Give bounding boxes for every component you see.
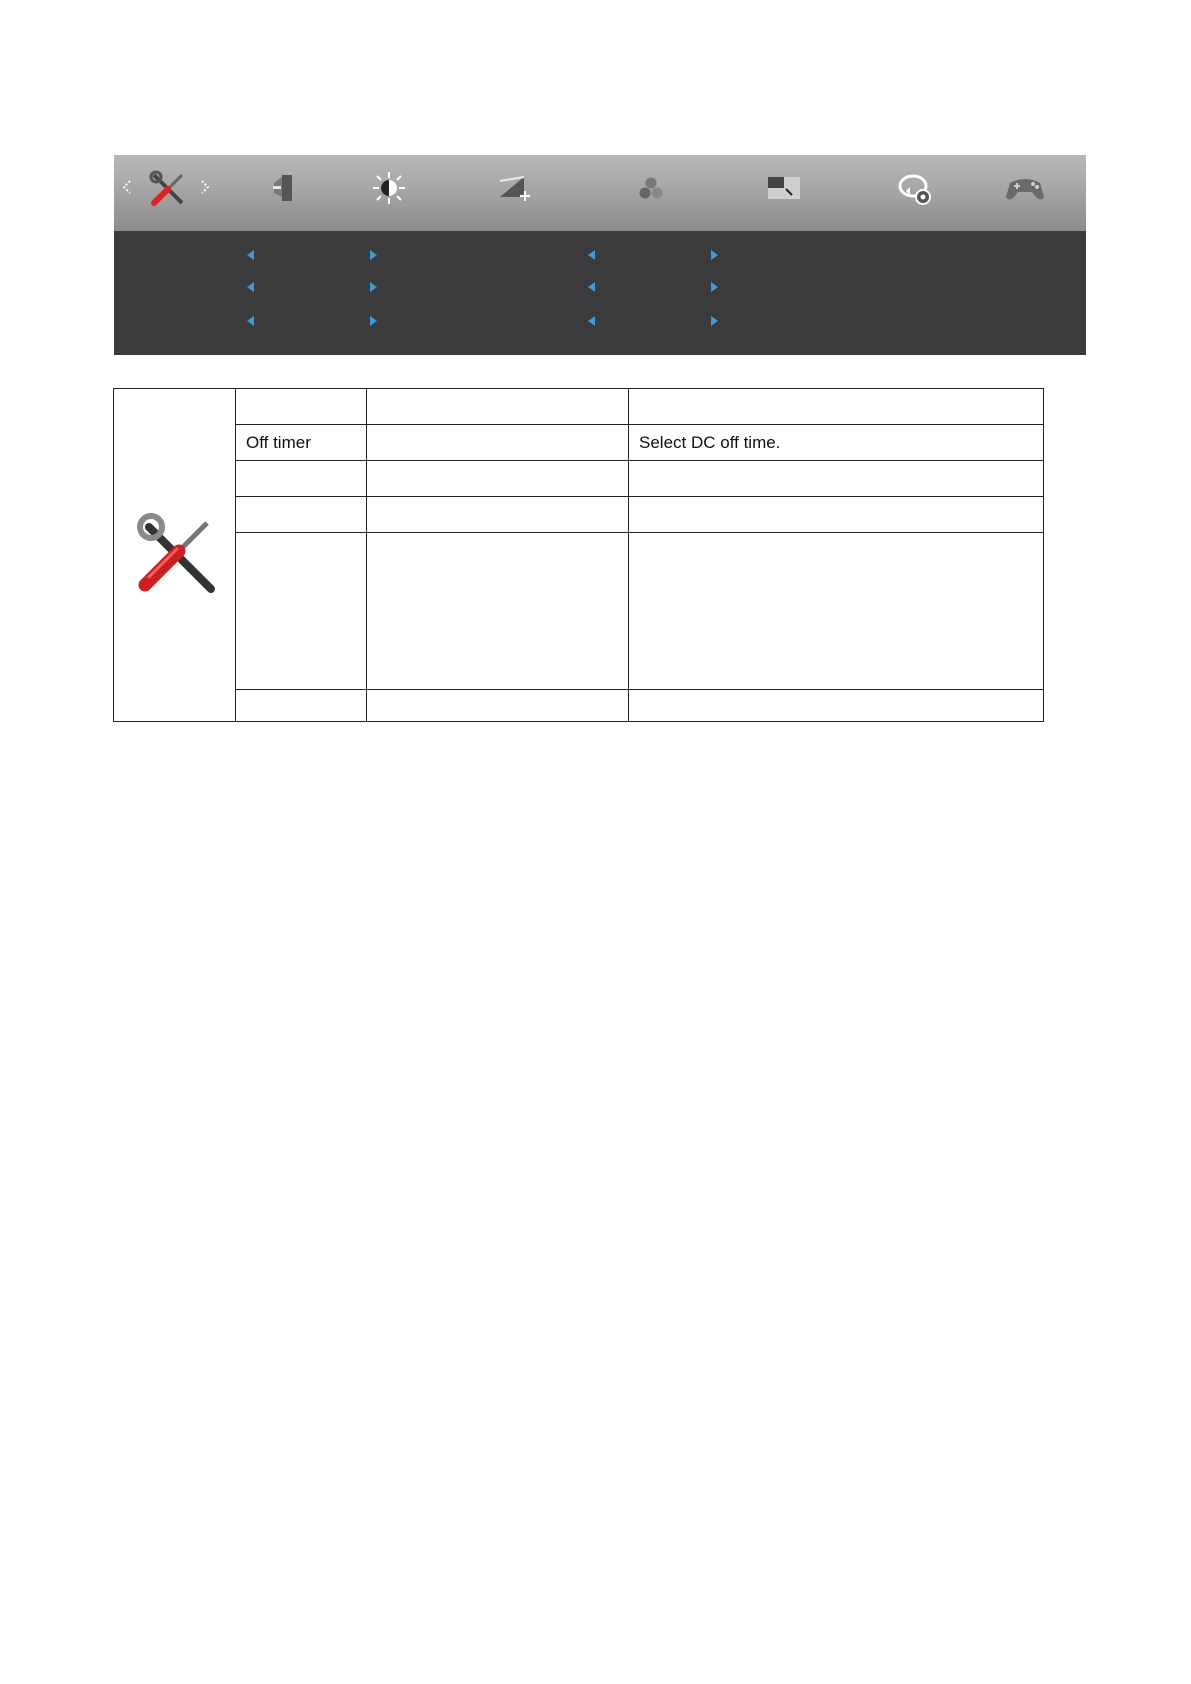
value-cell [367, 533, 629, 690]
left-arrow-icon[interactable] [247, 316, 254, 326]
table-row [114, 389, 1044, 425]
value-cell [367, 497, 629, 533]
left-arrow-icon[interactable] [247, 250, 254, 260]
luminance-icon[interactable] [372, 171, 406, 205]
picture-boost-icon[interactable] [768, 177, 800, 199]
left-arrow-icon[interactable] [588, 250, 595, 260]
chevron-right-icon[interactable] [200, 179, 210, 195]
value-cell [367, 389, 629, 425]
color-setup-icon[interactable] [638, 175, 664, 201]
osd-items-panel [114, 231, 1086, 355]
right-arrow-icon[interactable] [370, 316, 377, 326]
right-arrow-icon[interactable] [370, 282, 377, 292]
description-cell: Select DC off time. [629, 425, 1044, 461]
table-row [114, 425, 1044, 461]
value-cell [367, 461, 629, 497]
right-arrow-icon[interactable] [711, 250, 718, 260]
osd-menu [114, 155, 1086, 355]
item-cell [236, 389, 367, 425]
description-cell [629, 533, 1044, 690]
description-cell [629, 461, 1044, 497]
left-arrow-icon[interactable] [247, 282, 254, 292]
item-cell [236, 497, 367, 533]
item-cell: Off timer [236, 425, 367, 461]
table-row [114, 461, 1044, 497]
extra-tools-icon [133, 511, 217, 600]
image-setup-icon[interactable] [498, 173, 532, 203]
description-cell [629, 690, 1044, 722]
game-setting-icon[interactable] [1004, 173, 1046, 203]
left-arrow-icon[interactable] [588, 282, 595, 292]
right-arrow-icon[interactable] [370, 250, 377, 260]
table-row [114, 497, 1044, 533]
right-arrow-icon[interactable] [711, 282, 718, 292]
right-arrow-icon[interactable] [711, 316, 718, 326]
settings-description-table [113, 388, 1044, 722]
value-cell [367, 425, 629, 461]
extra-tools-icon[interactable] [148, 169, 188, 209]
value-cell [367, 690, 629, 722]
section-icon-cell [114, 389, 236, 722]
item-cell [236, 461, 367, 497]
left-arrow-icon[interactable] [588, 316, 595, 326]
description-cell [629, 497, 1044, 533]
osd-tab-bar [114, 155, 1086, 231]
chevron-left-icon[interactable] [122, 179, 132, 195]
description-cell [629, 389, 1044, 425]
exit-icon[interactable] [270, 173, 296, 203]
item-cell [236, 533, 367, 690]
item-cell [236, 690, 367, 722]
table-row [114, 533, 1044, 690]
table-row [114, 690, 1044, 722]
osd-setup-icon[interactable] [898, 173, 934, 207]
